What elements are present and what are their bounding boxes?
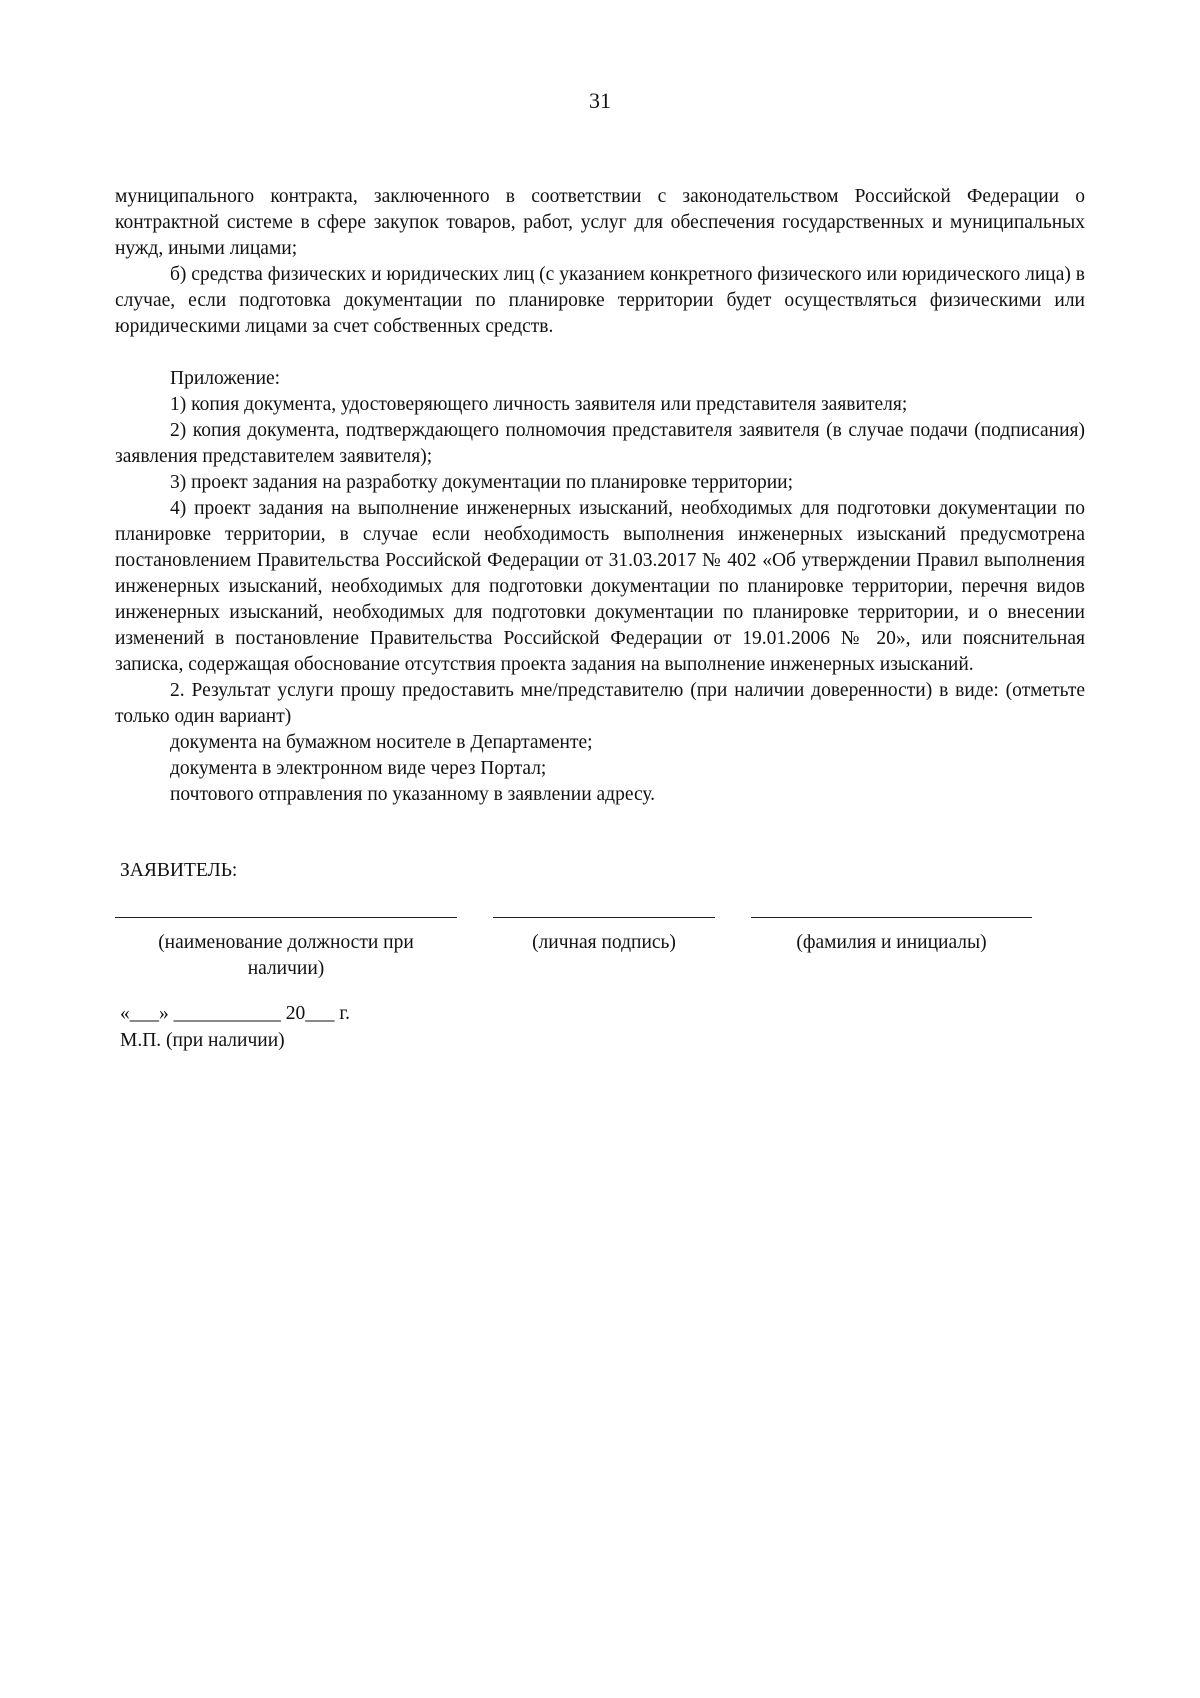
- position-caption: (наименование должности при наличии): [158, 932, 414, 979]
- appendix-title: Приложение:: [170, 368, 281, 389]
- applicant-label: ЗАЯВИТЕЛЬ:: [120, 860, 238, 881]
- result-delivery-paragraph: 2. Результат услуги прошу предоставить мне/представителю (при наличии доверенности) в виде: (отметьте только один вариант): [115, 680, 1085, 727]
- page-number: 31: [589, 88, 611, 113]
- signature-caption: (личная подпись): [532, 932, 676, 953]
- personal-signature-line: [493, 917, 715, 918]
- date-line: «___» ___________ 20___ г.: [120, 1003, 351, 1024]
- appendix-item-1: 1) копия документа, удостоверяющего личность заявителя или представителя заявителя;: [170, 394, 908, 415]
- stamp-label: М.П. (при наличии): [120, 1030, 285, 1051]
- option-electronic-document: документа в электронном виде через Портал;: [170, 758, 547, 779]
- paragraph-contract-continuation: муниципального контракта, заключенного в соответствии с законодательством Российской Федерации о контрактной системе в сфере закупок товаров, работ, услуг для обеспечения государственных и муниципальных нужд, иными лицами;: [115, 186, 1085, 259]
- appendix-item-2: 2) копия документа, подтверждающего полномочия представителя заявителя (в случае подачи (подписания) заявления представителем заявителя);: [115, 420, 1085, 467]
- appendix-item-4: 4) проект задания на выполнение инженерных изысканий, необходимых для подготовки документации по планировке территории, в случае если необходимость выполнения инженерных изысканий предусмотрена постановлением Правительства Российской Федерации от 31.03.2017 № 402 «Об утверждении Правил выполнения инженерных изысканий, необходимых для подготовки документации по планировке территории, перечня видов инженерных изысканий, необходимых для подготовки документации по планировке территории, и о внесении изменений в постановление Правительства Российской Федерации от 19.01.2006 № 20», или пояснительная записка, содержащая обоснование отсутствия проекта задания на выполнение инженерных изысканий.: [115, 498, 1085, 675]
- option-postal-delivery: почтового отправления по указанному в заявлении адресу.: [170, 784, 656, 805]
- option-paper-document: документа на бумажном носителе в Департаменте;: [170, 732, 593, 753]
- appendix-item-3: 3) проект задания на разработку документации по планировке территории;: [170, 472, 793, 493]
- document-body: [115, 184, 1085, 808]
- name-caption: (фамилия и инициалы): [796, 932, 987, 953]
- position-signature-line: [115, 917, 457, 918]
- paragraph-private-funds: б) средства физических и юридических лиц (с указанием конкретного физического или юридического лица) в случае, если подготовка документации по планировке территории будет осуществляться физическими или юридическими лицами за счет собственных средств.: [115, 264, 1085, 337]
- name-signature-line: [751, 917, 1032, 918]
